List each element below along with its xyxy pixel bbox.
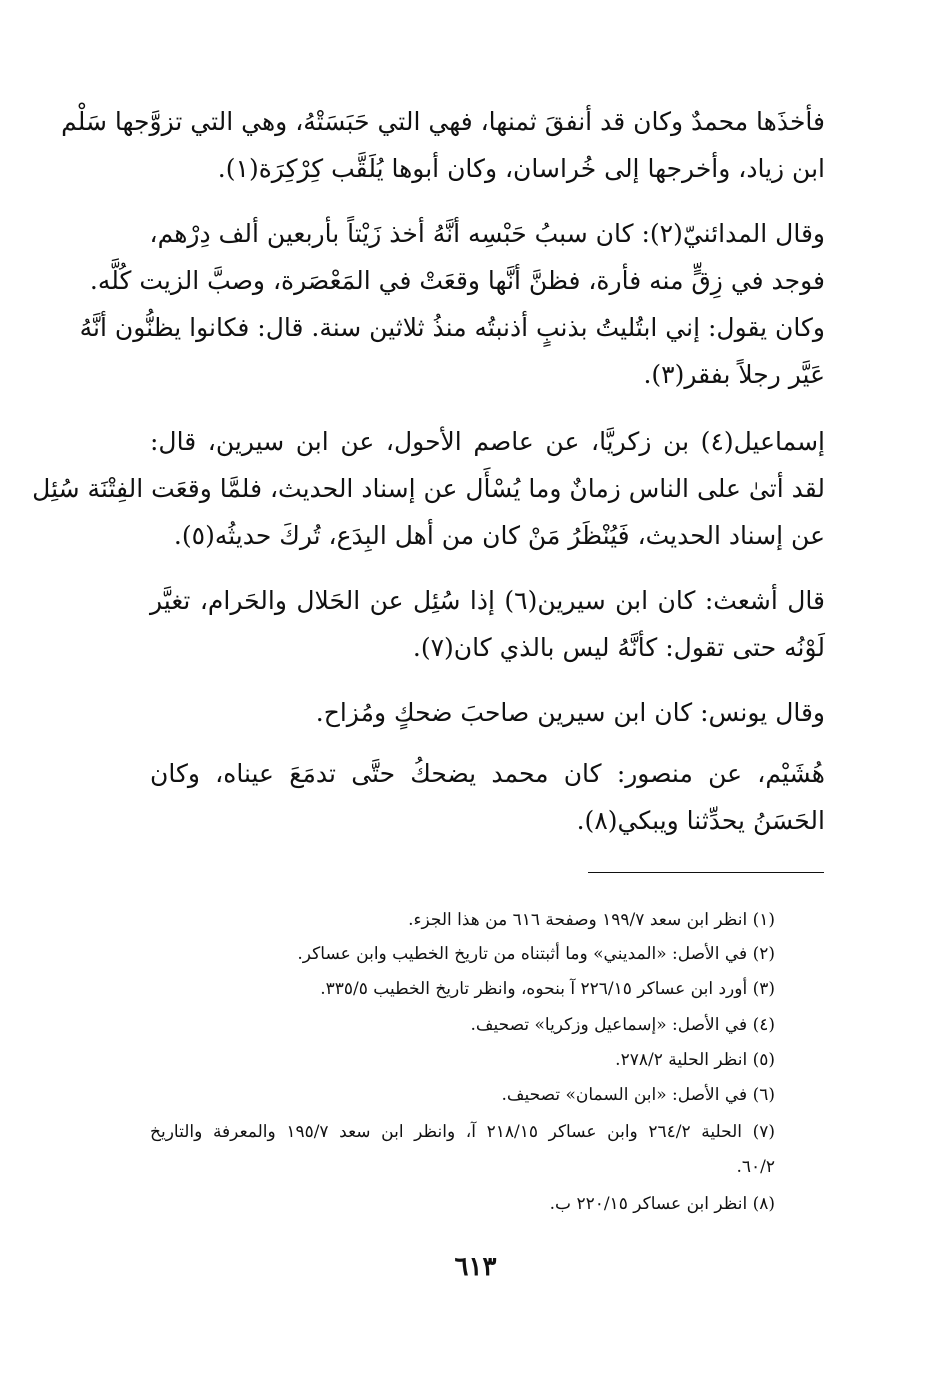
text-line: الحَسَنُ يحدِّثنا ويبكي(٨). — [576, 806, 825, 835]
paragraph-6 — [150, 750, 825, 844]
footnote-1: (١) انظر ابن سعد ١٩٩/٧ وصفحة ٦١٦ من هذا الجزء. — [408, 910, 775, 930]
paragraph-2 — [79, 210, 825, 398]
text-line: إسماعيل(٤) بن زكريَّا، عن عاصم الأحول، عن ابن سيرين، قال: — [150, 427, 825, 456]
text-line: عن إسناد الحديث، فَيُنْظَرُ مَنْ كان من أهل البِدَع، تُركَ حديثُه(٥). — [173, 521, 825, 550]
page-number: ٦١٣ — [454, 1252, 497, 1282]
text-line: هُشَيْم، عن منصور: كان محمد يضحكُ حتَّى تدمَعَ عيناه، وكان — [150, 759, 825, 788]
footnote-8: (٨) انظر ابن عساكر ٢٢٠/١٥ ب. — [549, 1194, 775, 1214]
text-line: فوجد في زِقٍّ منه فأرة، فظنَّ أنَّها وقعَتْ في المَعْصَرة، وصبَّ الزيت كُلَّه. — [89, 266, 825, 295]
footnote-5: (٥) انظر الحلية ٢٧٨/٢. — [615, 1050, 775, 1070]
text-line: قال أشعث: كان ابن سيرين(٦) إذا سُئِل عن الحَلال والحَرام، تغيَّر — [150, 586, 825, 615]
footnote-6: (٦) في الأصل: «ابن السمان» تصحيف. — [501, 1085, 775, 1105]
text-line: وكان يقول: إني ابتُليتُ بذنبٍ أذنبتُه منذُ ثلاثين سنة. قال: فكانوا يظنُّون أنَّهُ — [79, 313, 825, 342]
footnote-3: (٣) أورد ابن عساكر ٢٢٦/١٥ آ بنحوه، وانظر تاريخ الخطيب ٣٣٥/٥. — [320, 979, 775, 999]
paragraph-5 — [150, 689, 825, 736]
text-line: وقال المدائنيّ(٢): كان سببُ حَبْسِه أنَّهُ أخذ زَيْتاً بأربعين ألف دِرْهم، — [149, 219, 825, 248]
text-line: وقال يونس: كان ابن سيرين صاحبَ ضحكٍ ومُزاح. — [315, 698, 825, 727]
text-line: فأخذَها محمدٌ وكان قد أنفقَ ثمنها، فهي التي حَبَسَتْهُ، وهي التي تزوَّجها سَلْم — [61, 107, 825, 136]
footnote-2: (٢) في الأصل: «المديني» وما أثبتناه من تاريخ الخطيب وابن عساكر. — [297, 944, 775, 964]
footnote-divider — [588, 872, 824, 873]
text-line: لقد أتىٰ على الناس زمانٌ وما يُسْأَل عن إسناد الحديث، فلمَّا وقعَت الفِتْنَة سُئِل — [32, 474, 825, 503]
footnote-7-continuation: ٦٠/٢. — [736, 1157, 775, 1177]
footnote-4: (٤) في الأصل: «إسماعيل وزكريا» تصحيف. — [470, 1015, 775, 1035]
paragraph-4 — [150, 577, 825, 671]
footnote-7: (٧) الحلية ٢٦٤/٢ وابن عساكر ٢١٨/١٥ آ، وانظر ابن سعد ١٩٥/٧ والمعرفة والتاريخ — [150, 1122, 775, 1142]
paragraph-3 — [32, 418, 825, 559]
text-line: لَوْنُه حتى تقول: كأنَّهُ ليس بالذي كان(٧). — [412, 633, 825, 662]
paragraph-1 — [61, 98, 825, 192]
text-line: عَيَّر رجلاً بفقر(٣). — [643, 360, 825, 389]
text-line: ابن زياد، وأخرجها إلى خُراسان، وكان أبوها يُلَقَّب كِرْكِرَة(١). — [217, 154, 825, 183]
